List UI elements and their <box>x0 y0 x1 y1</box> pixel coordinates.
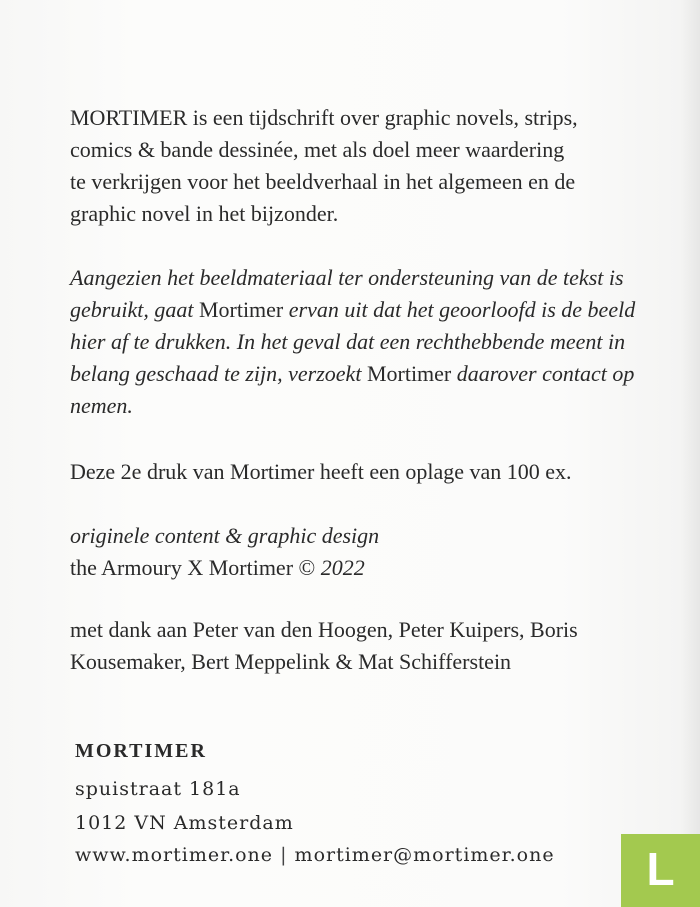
thanks-line: Kousemaker, Bert Meppelink & Mat Schifferstein <box>70 649 512 674</box>
email-link[interactable]: mortimer@mortimer.one <box>294 844 555 866</box>
separator: | <box>280 844 288 866</box>
credits-holder: the Armoury X Mortimer © <box>70 555 321 580</box>
watermark-badge <box>621 834 700 907</box>
disclaimer-text: belang geschaad te zijn, verzoekt <box>70 361 367 386</box>
disclaimer-line: hier af te drukken. In het geval dat een rechthebbende meent in <box>70 329 626 354</box>
badge-letter: L <box>646 843 675 895</box>
disclaimer-line: nemen. <box>70 393 133 418</box>
disclaimer-text: daarover contact op <box>451 361 635 386</box>
magazine-name: Mortimer <box>366 361 452 386</box>
thanks-line: met dank aan Peter van den Hoogen, Peter Kuipers, Boris <box>70 617 578 642</box>
disclaimer-line <box>70 294 635 326</box>
website-link[interactable]: www.mortimer.one <box>75 844 274 866</box>
street-address: spuistraat 181a <box>75 778 241 800</box>
intro-line: te verkrijgen voor het beeldverhaal in het algemeen en de <box>70 169 576 194</box>
acknowledgements <box>70 614 578 678</box>
credits <box>70 520 379 584</box>
credits-role: originele content & graphic design <box>70 523 380 548</box>
page-edge-shadow <box>680 0 700 907</box>
disclaimer-line: Aangezien het beeldmateriaal ter ondersteuning van de tekst is <box>70 265 624 290</box>
contact-line <box>75 844 555 866</box>
credits-year: 2022 <box>320 555 365 580</box>
print-run-note: Deze 2e druk van Mortimer heeft een oplage van 100 ex. <box>70 459 572 484</box>
postal-city: 1012 VN Amsterdam <box>75 812 294 834</box>
disclaimer-text: gebruikt, gaat <box>70 297 199 322</box>
intro-line: MORTIMER is een tijdschrift over graphic novels, strips, <box>70 105 578 130</box>
intro-paragraph <box>70 102 578 230</box>
intro-line: graphic novel in het bijzonder. <box>70 201 339 226</box>
publisher-name: MORTIMER <box>75 740 207 762</box>
disclaimer-text: ervan uit dat het geoorloofd is de beeld <box>283 297 636 322</box>
magazine-name: Mortimer <box>198 297 284 322</box>
copyright-disclaimer <box>70 262 635 422</box>
intro-line: comics & bande dessinée, met als doel meer waardering <box>70 137 565 162</box>
disclaimer-line <box>70 358 635 390</box>
credits-holder-line <box>70 552 379 584</box>
